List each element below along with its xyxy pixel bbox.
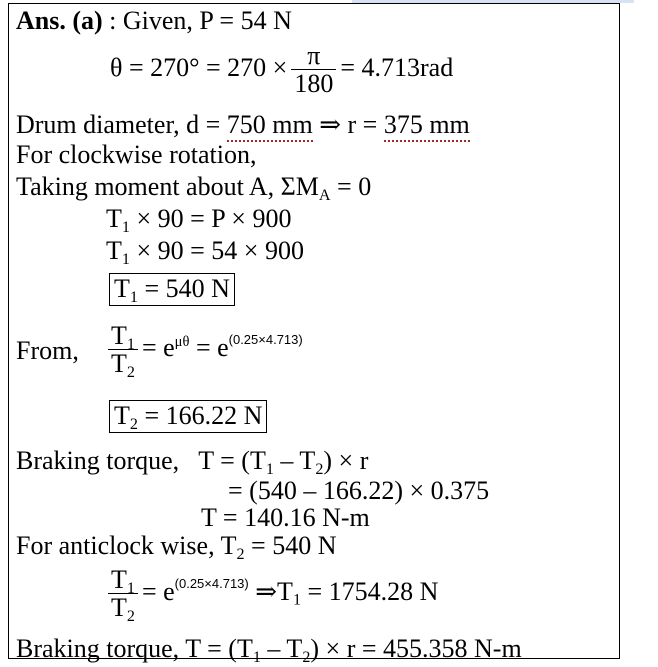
answer-label: Ans. (a) (16, 6, 103, 35)
t-subscript: 1 (129, 288, 138, 306)
t-symbol: T (106, 236, 122, 265)
answer-heading (16, 8, 292, 34)
final-text: Braking torque, T = (T (16, 634, 253, 663)
t1-result-box (109, 273, 235, 306)
t1-subscript: 1 (252, 648, 261, 666)
expr-part: ) × r (323, 446, 369, 475)
tension-ratio-equation (104, 321, 303, 382)
fraction-numerator: $T_1$ (108, 566, 138, 594)
numeric-exponent: (0.25×4.713) (174, 575, 249, 591)
t2-subscript: 2 (302, 648, 311, 666)
anticlock-text: For anticlock wise, T (16, 531, 237, 560)
braking-torque-line-1 (16, 446, 369, 478)
moment-subscript: A (318, 186, 331, 204)
final-suffix: ) × r = 455.358 N-m (310, 634, 522, 663)
t-subscript: 1 (121, 250, 130, 268)
expr-part: T = (T (198, 446, 266, 475)
t1-subscript: 1 (292, 591, 301, 609)
t2-result-box (109, 400, 267, 433)
fraction-numerator: π (291, 42, 336, 70)
answer-frame (8, 3, 620, 659)
anticlockwise-equation (104, 565, 439, 626)
clockwise-heading: For clockwise rotation, (16, 140, 257, 169)
anticlockwise-heading (16, 531, 337, 563)
t-subscript: 2 (129, 415, 138, 433)
implies-arrow: ⇒ (319, 110, 341, 139)
boxed-t1 (109, 273, 235, 306)
t2-subscript: 2 (236, 545, 245, 563)
t1-over-t2-fraction (108, 565, 138, 626)
moment-line (16, 172, 372, 204)
mu-theta-exponent: μθ (174, 333, 190, 350)
equation-rest: × 90 = 54 × 900 (129, 236, 304, 265)
equation-rest: × 90 = P × 900 (129, 204, 292, 233)
t-subscript: 1 (121, 218, 130, 236)
braking-torque-result: T = 140.16 N-m (201, 503, 370, 532)
numeric-exponent: (0.25×4.713) (228, 331, 303, 347)
equals-e: = e (141, 332, 175, 362)
implies-arrow: ⇒ (255, 576, 278, 606)
theta-lhs: θ = 270° = 270 × (110, 52, 288, 82)
drum-d-value: 750 mm (227, 110, 313, 142)
equals-e-2: = e (195, 332, 229, 362)
pi-over-180-fraction (291, 42, 336, 98)
drum-prefix: Drum diameter, d = (16, 110, 221, 139)
braking-torque-line-2: = (540 – 166.22) × 0.375 (228, 476, 490, 505)
t2-subscript: 2 (315, 460, 324, 478)
t-symbol: T (106, 204, 122, 233)
t1-anticlock-value: = 1754.28 N (301, 576, 439, 606)
fraction-denominator: 180 (294, 69, 334, 99)
moment-text: Taking moment about A, ΣM (16, 172, 319, 201)
radius-prefix: r = (347, 110, 378, 139)
moment-equation-2 (106, 236, 304, 268)
final-mid: – T (260, 634, 303, 663)
expr-part: – T (273, 446, 316, 475)
anticlock-suffix: = 540 N (244, 531, 337, 560)
moment-equation-1 (106, 204, 292, 236)
boxed-t2 (109, 400, 267, 433)
fraction-numerator: $T_1$ (108, 322, 138, 350)
from-label: From, (16, 336, 79, 365)
t-symbol: T (277, 576, 293, 606)
t-symbol: T (114, 274, 130, 303)
t1-over-t2-fraction (108, 321, 138, 382)
t-symbol: T (114, 401, 130, 430)
t1-value: = 540 N (137, 274, 230, 303)
theta-equation (110, 42, 453, 98)
t2-value: = 166.22 N (137, 401, 263, 430)
equals-e: = e (141, 576, 175, 606)
drum-diameter-line (16, 112, 470, 138)
moment-suffix: = 0 (330, 172, 372, 201)
given-text: : Given, P = 54 N (109, 6, 292, 35)
radius-value: 375 mm (384, 110, 470, 142)
final-braking-torque-line (16, 634, 522, 666)
braking-label: Braking torque, (16, 446, 180, 475)
theta-rhs: = 4.713rad (340, 52, 454, 82)
t1-subscript: 1 (265, 460, 274, 478)
fraction-denominator: $T_2$ (111, 349, 135, 382)
fraction-denominator: $T_2$ (111, 593, 135, 626)
